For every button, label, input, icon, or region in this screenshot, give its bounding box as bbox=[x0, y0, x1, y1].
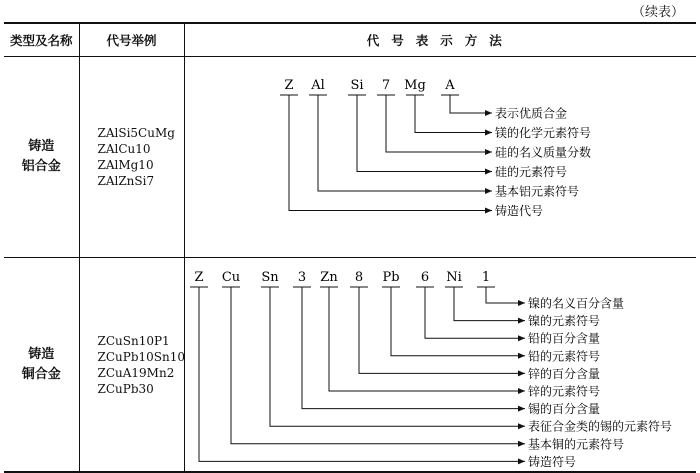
example-item: ZCuSn10P1 bbox=[97, 333, 170, 348]
meaning-label: 锡的百分含量 bbox=[527, 402, 600, 417]
method-diagram-cell bbox=[184, 57, 696, 258]
example-item: ZCuPb10Sn10 bbox=[97, 349, 185, 364]
arrow-head bbox=[485, 110, 492, 116]
meaning-label: 表征合金类的锡的元素符号 bbox=[527, 419, 672, 434]
connector-line bbox=[359, 287, 525, 373]
arrow-head bbox=[485, 169, 492, 175]
arrow-head bbox=[518, 388, 525, 394]
connector-line bbox=[386, 95, 492, 152]
code-symbol: Z bbox=[283, 78, 294, 93]
type-line1: 铸造 bbox=[28, 346, 55, 362]
meaning-label: 铅的百分含量 bbox=[527, 331, 600, 346]
connector-line bbox=[302, 287, 525, 409]
code-symbol: A bbox=[444, 78, 455, 93]
table-row-aluminum bbox=[4, 57, 696, 258]
connector-line bbox=[231, 287, 525, 444]
connector-line bbox=[391, 287, 525, 356]
code-symbol: Cu bbox=[221, 270, 240, 285]
code-symbol: Si bbox=[349, 78, 364, 93]
type-cell bbox=[4, 258, 79, 473]
arrow-head bbox=[518, 458, 525, 464]
meaning-label: 基本铜的元素符号 bbox=[527, 437, 624, 452]
meaning-label: 表示优质合金 bbox=[494, 106, 567, 121]
code-symbol: 6 bbox=[420, 270, 429, 285]
code-symbol: 7 bbox=[381, 78, 390, 93]
code-diagram-aluminum bbox=[185, 57, 697, 257]
type-cell bbox=[4, 57, 79, 258]
arrow-head bbox=[518, 300, 525, 306]
code-symbol: Ni bbox=[445, 270, 462, 285]
connector-line bbox=[450, 95, 492, 113]
code-symbol: 1 bbox=[481, 270, 490, 285]
meaning-label: 铅的元素符号 bbox=[527, 349, 600, 364]
arrow-head bbox=[518, 318, 525, 324]
code-symbol: 8 bbox=[354, 270, 363, 285]
header-example: 代号举例 bbox=[79, 23, 184, 57]
example-item: ZCuA19Mn2 bbox=[97, 365, 175, 380]
meaning-label: 硅的元素符号 bbox=[494, 165, 567, 179]
meaning-label: 锌的元素符号 bbox=[527, 384, 600, 399]
arrow-head bbox=[518, 335, 525, 341]
code-symbol: Sn bbox=[260, 270, 279, 285]
connector-line bbox=[415, 95, 492, 133]
code-symbol: Mg bbox=[403, 78, 426, 93]
example-cell bbox=[79, 57, 184, 258]
code-symbol: Pb bbox=[381, 270, 400, 285]
arrow-head bbox=[485, 208, 492, 214]
meaning-label: 锌的百分含量 bbox=[527, 366, 600, 381]
meaning-label: 铸造符号 bbox=[527, 454, 576, 469]
code-diagram-copper bbox=[185, 258, 697, 471]
connector-line bbox=[357, 95, 492, 172]
example-item: ZAlMg10 bbox=[97, 158, 154, 172]
arrow-head bbox=[518, 370, 525, 376]
meaning-label: 铸造代号 bbox=[494, 204, 543, 218]
alloy-code-table bbox=[4, 22, 696, 473]
arrow-head bbox=[485, 149, 492, 155]
arrow-head bbox=[518, 423, 525, 429]
code-symbol: 3 bbox=[297, 270, 306, 285]
arrow-head bbox=[485, 188, 492, 194]
code-symbol: Zn bbox=[319, 270, 338, 285]
meaning-label: 镍的名义百分含量 bbox=[527, 296, 624, 311]
table-row-copper bbox=[4, 258, 696, 473]
connector-line bbox=[318, 95, 492, 191]
connector-line bbox=[454, 287, 525, 321]
arrow-head bbox=[518, 406, 525, 412]
header-type: 类型及名称 bbox=[4, 23, 79, 57]
type-line2: 铝合金 bbox=[21, 159, 61, 174]
arrow-head bbox=[518, 441, 525, 447]
arrow-head bbox=[485, 130, 492, 136]
connector-line bbox=[289, 95, 492, 211]
code-symbol: Al bbox=[310, 78, 325, 93]
header-method: 代号表示方法 bbox=[184, 23, 696, 57]
method-diagram-cell bbox=[184, 258, 696, 473]
meaning-label: 镍的元素符号 bbox=[527, 314, 600, 329]
connector-line bbox=[425, 287, 525, 338]
type-line1: 铸造 bbox=[28, 139, 55, 154]
meaning-label: 基本铝元素符号 bbox=[494, 184, 579, 199]
example-item: ZAlZnSi7 bbox=[97, 174, 155, 188]
example-item: ZAlCu10 bbox=[97, 142, 151, 156]
header-row bbox=[4, 23, 696, 57]
example-cell bbox=[79, 258, 184, 473]
continuation-label: （续表） bbox=[631, 5, 684, 20]
meaning-label: 镁的化学元素符号 bbox=[494, 126, 591, 140]
type-line2: 铜合金 bbox=[21, 366, 61, 382]
connector-line bbox=[270, 287, 525, 426]
connector-line bbox=[199, 287, 525, 461]
example-item: ZCuPb30 bbox=[97, 381, 154, 396]
arrow-head bbox=[518, 353, 525, 359]
meaning-label: 硅的名义质量分数 bbox=[494, 145, 591, 160]
code-symbol: Z bbox=[193, 270, 204, 285]
example-item: ZAlSi5CuMg bbox=[97, 126, 175, 140]
